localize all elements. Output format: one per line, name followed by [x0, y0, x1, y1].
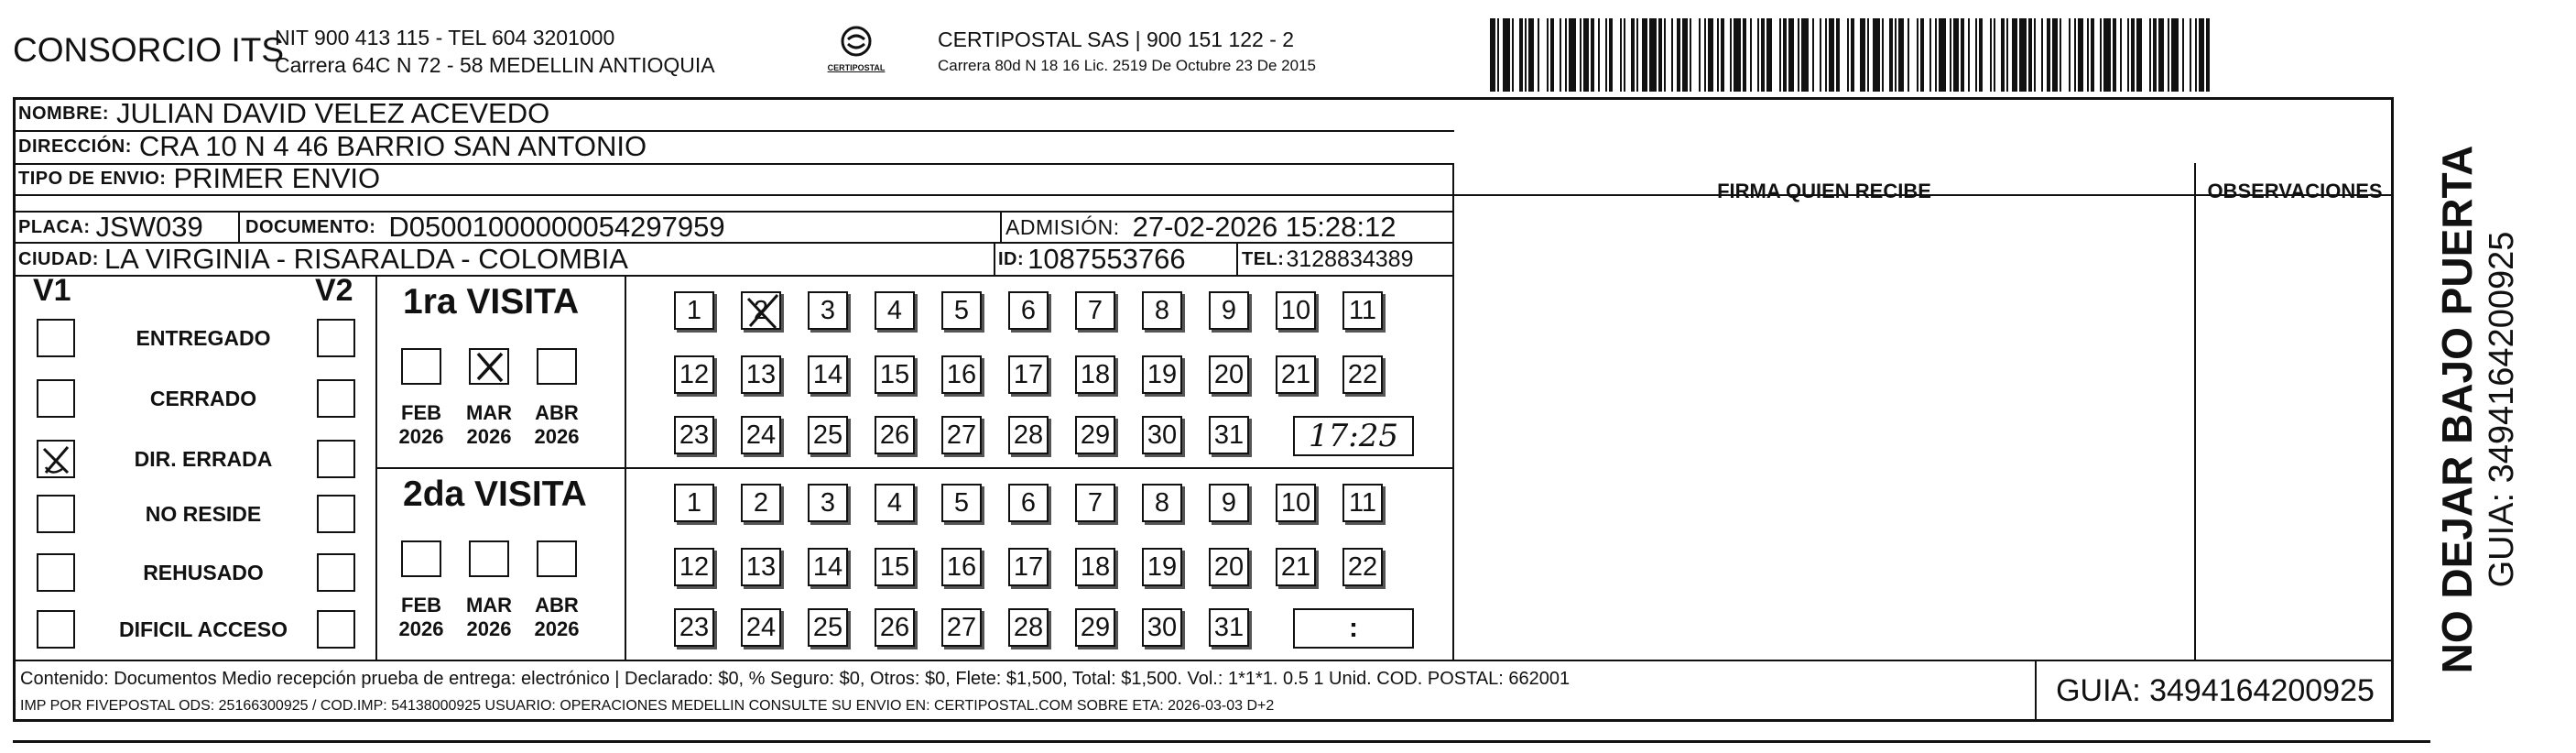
day-box[interactable]	[808, 548, 848, 586]
day-number: 23	[679, 612, 710, 642]
company-address: Carrera 64C N 72 - 58 MEDELLIN ANTIOQUIA	[275, 53, 715, 77]
month-checkbox[interactable]	[401, 348, 441, 385]
day-number: 30	[1147, 420, 1178, 450]
day-number: 23	[679, 420, 710, 450]
side-guia: GUIA: 3494164200925	[2483, 231, 2521, 588]
day-number: 27	[946, 612, 977, 642]
day-number: 1	[686, 487, 702, 518]
barcode-icon	[1488, 18, 2221, 92]
tel-cell	[1242, 244, 1413, 275]
v1-checkbox[interactable]	[37, 319, 75, 357]
day-number: 19	[1147, 551, 1178, 582]
logo-text: CERTIPOSTAL	[827, 63, 886, 72]
month-name: MAR	[465, 594, 513, 617]
ciudad-label: CIUDAD:	[18, 248, 99, 269]
day-number: 27	[946, 420, 977, 450]
month-label	[389, 401, 453, 449]
nombre-label: NOMBRE:	[18, 103, 110, 124]
day-box[interactable]	[674, 484, 714, 522]
admision-value: 27-02-2026 15:28:12	[1132, 211, 1397, 243]
day-number: 21	[1280, 551, 1311, 582]
day-box[interactable]	[1209, 548, 1249, 586]
month-checkbox[interactable]	[401, 540, 441, 577]
id-label: ID:	[998, 248, 1025, 269]
documento-value: D05001000000054297959	[388, 211, 725, 243]
day-box[interactable]	[808, 608, 848, 647]
observaciones-header: OBSERVACIONES	[2207, 180, 2383, 202]
day-box[interactable]	[674, 355, 714, 394]
day-box[interactable]	[1075, 416, 1115, 454]
day-number: 31	[1213, 420, 1245, 450]
day-number: 21	[1280, 359, 1311, 389]
v1-checkbox[interactable]	[37, 553, 75, 592]
day-number: 5	[953, 295, 970, 325]
day-box[interactable]	[875, 291, 915, 330]
tipo-row	[18, 163, 380, 194]
day-number: 7	[1087, 487, 1103, 518]
month-name: ABR	[535, 401, 579, 424]
tipo-value: PRIMER ENVIO	[173, 162, 381, 194]
day-box[interactable]	[674, 548, 714, 586]
day-number: 1	[686, 295, 702, 325]
day-number: 3	[820, 487, 836, 518]
day-box[interactable]	[741, 355, 781, 394]
day-box[interactable]	[1209, 416, 1249, 454]
day-box[interactable]	[741, 484, 781, 522]
day-number: 15	[879, 551, 910, 582]
day-box[interactable]	[741, 548, 781, 586]
month-year: 2026	[398, 617, 444, 640]
day-box[interactable]	[741, 608, 781, 647]
id-cell	[998, 244, 1186, 275]
v1-checkbox[interactable]	[37, 495, 75, 533]
day-box[interactable]	[1142, 291, 1182, 330]
day-box[interactable]	[1342, 355, 1383, 394]
day-number: 3	[820, 295, 836, 325]
visit-time: :	[1349, 613, 1358, 643]
time-box[interactable]	[1293, 608, 1414, 649]
visit-time: 17:25	[1309, 418, 1398, 454]
month-name: ABR	[535, 594, 579, 617]
day-box[interactable]	[941, 548, 982, 586]
day-number: 12	[679, 359, 710, 389]
month-year: 2026	[398, 425, 444, 448]
day-box[interactable]	[741, 291, 781, 330]
day-number: 22	[1347, 359, 1378, 389]
day-box[interactable]	[674, 291, 714, 330]
documento-cell	[245, 211, 725, 244]
day-number: 15	[879, 359, 910, 389]
footer-contents: Contenido: Documentos Medio recepción prueba de entrega: electrónico | Declarado: $0, % Seguro: $0, Otros: $0, Flete: $1,500, Total: $1,500. Vol.: 1*1*1. 0.5 1 Unid. COD. POSTAL: 662001	[20, 669, 1571, 689]
header	[0, 0, 2576, 97]
status-label: CERRADO	[149, 387, 257, 410]
status-label: NO RESIDE	[145, 502, 262, 526]
status-label: DIR. ERRADA	[134, 447, 273, 471]
day-box[interactable]	[1276, 291, 1316, 330]
day-box[interactable]	[1276, 484, 1316, 522]
day-number: 11	[1348, 295, 1377, 325]
month-label	[389, 594, 453, 641]
day-number: 9	[1221, 295, 1237, 325]
day-number: 26	[879, 612, 910, 642]
month-year: 2026	[534, 425, 580, 448]
v2-checkbox[interactable]	[317, 379, 355, 418]
month-name: FEB	[401, 401, 441, 424]
day-number: 12	[679, 551, 710, 582]
day-box[interactable]	[808, 484, 848, 522]
documento-label: DOCUMENTO:	[245, 216, 376, 237]
day-number: 28	[1013, 612, 1044, 642]
day-box[interactable]	[1142, 484, 1182, 522]
day-box[interactable]	[1209, 608, 1249, 647]
v1-header: V1	[33, 273, 71, 308]
check-mark-icon	[471, 350, 507, 383]
day-box[interactable]	[875, 548, 915, 586]
admision-label: ADMISIÓN:	[1005, 214, 1120, 239]
ciudad-cell	[18, 244, 628, 275]
month-checkbox[interactable]	[537, 540, 577, 577]
day-box[interactable]	[941, 291, 982, 330]
day-number: 17	[1013, 359, 1044, 389]
day-number: 6	[1020, 487, 1037, 518]
month-label	[525, 594, 589, 641]
day-number: 11	[1348, 487, 1377, 518]
day-box[interactable]	[875, 608, 915, 647]
day-box[interactable]	[1342, 548, 1383, 586]
day-number: 14	[812, 551, 843, 582]
day-box[interactable]	[1209, 355, 1249, 394]
day-box[interactable]	[1276, 548, 1316, 586]
day-box[interactable]	[1008, 484, 1049, 522]
certipostal-line: CERTIPOSTAL SAS | 900 151 122 - 2	[938, 27, 1295, 51]
certipostal-address: Carrera 80d N 18 16 Lic. 2519 De Octubre 23 De 2015	[938, 57, 1316, 74]
v2-checkbox[interactable]	[317, 553, 355, 592]
second-visit-title: 2da VISITA	[403, 475, 587, 514]
day-number: 4	[886, 487, 903, 518]
day-number: 24	[745, 612, 777, 642]
status-label: ENTREGADO	[136, 326, 271, 350]
firma-header: FIRMA QUIEN RECIBE	[1717, 180, 1931, 202]
month-name: FEB	[401, 594, 441, 617]
time-box[interactable]	[1293, 416, 1414, 456]
tel-value: 3128834389	[1286, 246, 1414, 272]
month-label	[457, 401, 521, 449]
day-box[interactable]	[1342, 291, 1383, 330]
day-box[interactable]	[808, 355, 848, 394]
day-box[interactable]	[1008, 416, 1049, 454]
month-checkbox[interactable]	[469, 540, 509, 577]
day-box[interactable]	[674, 608, 714, 647]
day-box[interactable]	[674, 416, 714, 454]
v2-checkbox[interactable]	[317, 610, 355, 649]
day-number: 8	[1154, 295, 1170, 325]
day-box[interactable]	[875, 484, 915, 522]
first-visit-title: 1ra VISITA	[403, 282, 580, 322]
day-number: 25	[812, 612, 843, 642]
company-name: CONSORCIO ITS	[13, 31, 285, 69]
certipostal-logo	[815, 24, 897, 72]
month-label	[457, 594, 521, 641]
no-dejar-bajo-puerta: NO DEJAR BAJO PUERTA	[2433, 145, 2481, 674]
month-name: MAR	[465, 401, 513, 424]
day-number: 31	[1213, 612, 1245, 642]
side-warning	[2399, 97, 2555, 722]
day-number: 16	[946, 359, 977, 389]
placa-label: PLACA:	[18, 216, 91, 237]
day-number: 17	[1013, 551, 1044, 582]
status-label: DIFICIL ACCESO	[118, 617, 288, 641]
day-number: 18	[1080, 551, 1111, 582]
nombre-row	[18, 97, 549, 130]
month-year: 2026	[466, 617, 512, 640]
v2-checkbox[interactable]	[317, 440, 355, 478]
day-number: 28	[1013, 420, 1044, 450]
day-number: 20	[1213, 359, 1245, 389]
admision-cell	[1005, 211, 1396, 244]
day-box[interactable]	[1008, 291, 1049, 330]
day-number: 13	[745, 359, 777, 389]
ciudad-value: LA VIRGINIA - RISARALDA - COLOMBIA	[103, 243, 628, 275]
direccion-label: DIRECCIÓN:	[18, 136, 132, 157]
month-year: 2026	[466, 425, 512, 448]
day-box[interactable]	[941, 355, 982, 394]
day-box[interactable]	[1008, 548, 1049, 586]
day-box[interactable]	[741, 416, 781, 454]
placa-value: JSW039	[95, 211, 203, 243]
v1-checkbox[interactable]	[37, 440, 75, 478]
day-number: 8	[1154, 487, 1170, 518]
day-number: 2	[753, 295, 769, 325]
day-mark-icon	[743, 293, 783, 339]
day-box[interactable]	[1075, 355, 1115, 394]
nit-line: NIT 900 413 115 - TEL 604 3201000	[275, 26, 615, 49]
tel-label: TEL:	[1242, 248, 1285, 269]
day-number: 10	[1280, 487, 1311, 518]
day-number: 9	[1221, 487, 1237, 518]
day-number: 22	[1347, 551, 1378, 582]
day-number: 7	[1087, 295, 1103, 325]
day-box[interactable]	[1142, 416, 1182, 454]
v2-header: V2	[315, 273, 353, 308]
day-number: 29	[1080, 612, 1111, 642]
logo-icon	[839, 24, 874, 59]
day-box[interactable]	[875, 416, 915, 454]
day-number: 25	[812, 420, 843, 450]
day-box[interactable]	[1008, 608, 1049, 647]
day-number: 30	[1147, 612, 1178, 642]
day-box[interactable]	[1142, 608, 1182, 647]
day-box[interactable]	[808, 416, 848, 454]
direccion-value: CRA 10 N 4 46 BARRIO SAN ANTONIO	[138, 130, 647, 162]
footer-print-info: IMP POR FIVEPOSTAL ODS: 25166300925 / COD.IMP: 54138000925 USUARIO: OPERACIONES MEDELLIN CONSULTE SU ENVIO EN: CERTIPOSTAL.COM SOBRE ETA: 2026-03-03 D+2	[20, 698, 1275, 714]
day-box[interactable]	[1276, 355, 1316, 394]
day-box[interactable]	[1075, 608, 1115, 647]
day-number: 29	[1080, 420, 1111, 450]
day-number: 2	[753, 487, 769, 518]
month-label	[525, 401, 589, 449]
day-box[interactable]	[1142, 548, 1182, 586]
check-mark-icon	[38, 442, 73, 476]
v1-checkbox[interactable]	[37, 379, 75, 418]
footer-guia: GUIA: 3494164200925	[2056, 672, 2375, 708]
nombre-value: JULIAN DAVID VELEZ ACEVEDO	[116, 97, 550, 129]
day-number: 24	[745, 420, 777, 450]
day-number: 19	[1147, 359, 1178, 389]
day-box[interactable]	[808, 291, 848, 330]
v1-checkbox[interactable]	[37, 610, 75, 649]
day-number: 5	[953, 487, 970, 518]
day-box[interactable]	[1209, 291, 1249, 330]
placa-cell	[18, 211, 203, 244]
day-box[interactable]	[1142, 355, 1182, 394]
day-number: 18	[1080, 359, 1111, 389]
v2-checkbox[interactable]	[317, 319, 355, 357]
day-box[interactable]	[1075, 484, 1115, 522]
day-box[interactable]	[1209, 484, 1249, 522]
day-number: 26	[879, 420, 910, 450]
day-box[interactable]	[1075, 291, 1115, 330]
day-number: 13	[745, 551, 777, 582]
day-number: 14	[812, 359, 843, 389]
day-box[interactable]	[941, 484, 982, 522]
day-number: 6	[1020, 295, 1037, 325]
day-box[interactable]	[875, 355, 915, 394]
day-number: 16	[946, 551, 977, 582]
month-checkbox[interactable]	[537, 348, 577, 385]
day-box[interactable]	[1075, 548, 1115, 586]
month-checkbox[interactable]	[469, 348, 509, 385]
day-box[interactable]	[941, 608, 982, 647]
v2-checkbox[interactable]	[317, 495, 355, 533]
day-box[interactable]	[1008, 355, 1049, 394]
tipo-label: TIPO DE ENVIO:	[18, 168, 167, 189]
month-year: 2026	[534, 617, 580, 640]
day-number: 4	[886, 295, 903, 325]
day-box[interactable]	[1342, 484, 1383, 522]
day-number: 10	[1280, 295, 1311, 325]
day-box[interactable]	[941, 416, 982, 454]
status-label: REHUSADO	[143, 561, 264, 584]
day-number: 20	[1213, 551, 1245, 582]
direccion-row	[18, 130, 647, 163]
id-value: 1087553766	[1027, 243, 1186, 275]
